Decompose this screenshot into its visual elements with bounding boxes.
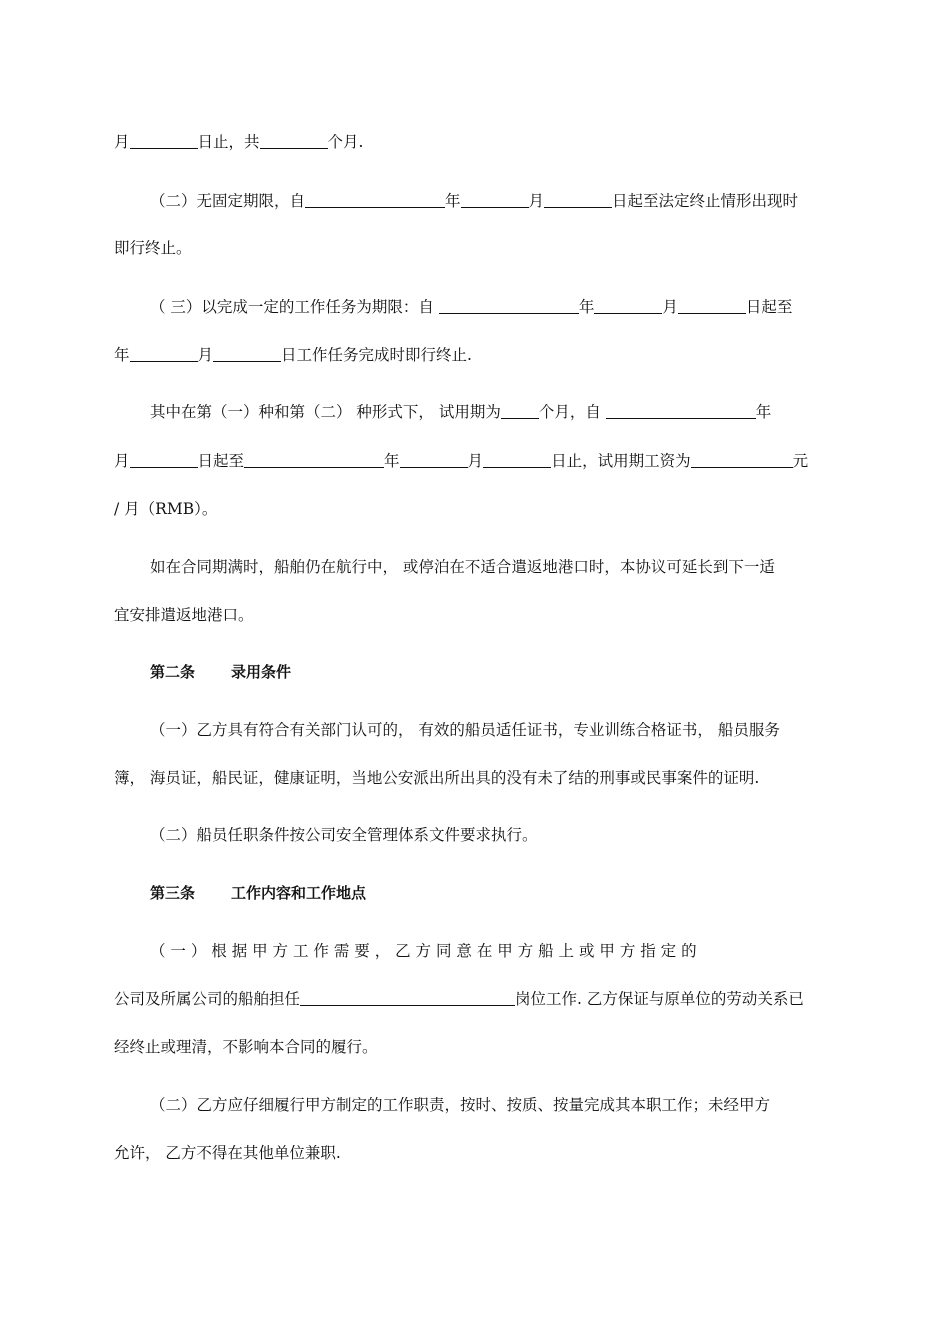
blank-field	[213, 345, 281, 362]
blank-field	[594, 297, 662, 314]
text-segment: 日起至法定终止情形出现时	[612, 192, 799, 210]
text-line: 经终止或理清，不影响本合同的履行。	[114, 1038, 378, 1056]
text-segment: 月	[114, 452, 130, 470]
blank-field	[130, 132, 198, 149]
text-segment: 个月，自	[538, 403, 606, 421]
text-segment: 月	[528, 192, 545, 210]
text-segment: 岗位工作. 乙方保证与原单位的劳动关系已	[515, 990, 804, 1008]
text-segment: 个月.	[327, 133, 364, 151]
text-segment: 日止，试用期工资为	[551, 452, 691, 470]
text-segment: 年	[384, 452, 400, 470]
text-segment: 元	[792, 452, 809, 470]
blank-field	[439, 297, 579, 314]
text-line	[114, 987, 850, 1011]
text-segment: 年	[445, 192, 461, 210]
text-line	[150, 189, 850, 213]
text-segment: 日工作任务完成时即行终止.	[281, 346, 472, 364]
blank-field	[461, 191, 529, 208]
text-line	[114, 449, 850, 473]
blank-field	[130, 451, 198, 468]
text-line: 即行终止。	[114, 239, 192, 257]
blank-field	[400, 451, 468, 468]
text-line	[114, 343, 850, 367]
text-line	[150, 295, 850, 319]
text-segment: 月	[114, 133, 130, 151]
blank-field	[260, 132, 328, 149]
text-line	[114, 130, 850, 154]
blank-field	[483, 451, 551, 468]
text-segment: 其中在第（一）种和第（二） 种形式下， 试用期为	[150, 403, 501, 421]
text-line: 宜安排遣返地港口。	[114, 606, 254, 624]
text-segment: 年	[578, 298, 595, 316]
text-segment: 月	[197, 346, 214, 364]
text-line	[150, 400, 850, 424]
text-line: 允许， 乙方不得在其他单位兼职.	[114, 1144, 341, 1162]
text-line: （二）船员任职条件按公司安全管理体系文件要求执行。	[150, 826, 538, 844]
blank-field	[544, 191, 612, 208]
text-line: （ 一 ） 根 据 甲 方 工 作 需 要 ， 乙 方 同 意 在 甲 方 船 上 或 甲 方 指 定 的	[150, 942, 697, 960]
text-segment: 日止，共	[197, 133, 260, 151]
text-segment: 月	[662, 298, 678, 316]
blank-field	[244, 451, 384, 468]
section-heading	[150, 881, 366, 905]
text-segment: 日起至	[197, 452, 245, 470]
text-segment: 公司及所属公司的船舶担任	[114, 990, 301, 1008]
section-number: 第二条	[150, 663, 196, 681]
text-segment: 日起至	[745, 298, 793, 316]
blank-field	[130, 345, 198, 362]
blank-field	[606, 402, 756, 419]
blank-field	[691, 451, 793, 468]
blank-field	[501, 402, 539, 419]
text-segment: 年	[755, 403, 772, 421]
text-line: （二）乙方应仔细履行甲方制定的工作职责，按时、按质、按量完成其本职工作；未经甲方	[150, 1096, 771, 1114]
blank-field	[305, 191, 445, 208]
blank-field	[300, 989, 515, 1006]
section-heading	[150, 660, 291, 684]
section-title: 录用条件	[231, 663, 292, 681]
text-line: 如在合同期满时，船舶仍在航行中， 或停泊在不适合遣返地港口时，本协议可延长到下一适	[150, 558, 775, 576]
text-segment: （二）无固定期限，自	[150, 192, 306, 210]
section-title: 工作内容和工作地点	[231, 884, 367, 902]
blank-field	[678, 297, 746, 314]
text-line: （一）乙方具有符合有关部门认可的， 有效的船员适任证书，专业训练合格证书， 船员服务	[150, 721, 780, 739]
text-line: 簿， 海员证，船民证，健康证明，当地公安派出所出具的没有未了结的刑事或民事案件的证明.	[114, 769, 760, 787]
text-line: / 月（RMB）。	[114, 500, 218, 518]
text-segment: （ 三）以完成一定的工作任务为期限：自	[150, 298, 439, 316]
text-segment: 年	[114, 346, 130, 364]
text-segment: 月	[467, 452, 484, 470]
section-number: 第三条	[150, 884, 196, 902]
